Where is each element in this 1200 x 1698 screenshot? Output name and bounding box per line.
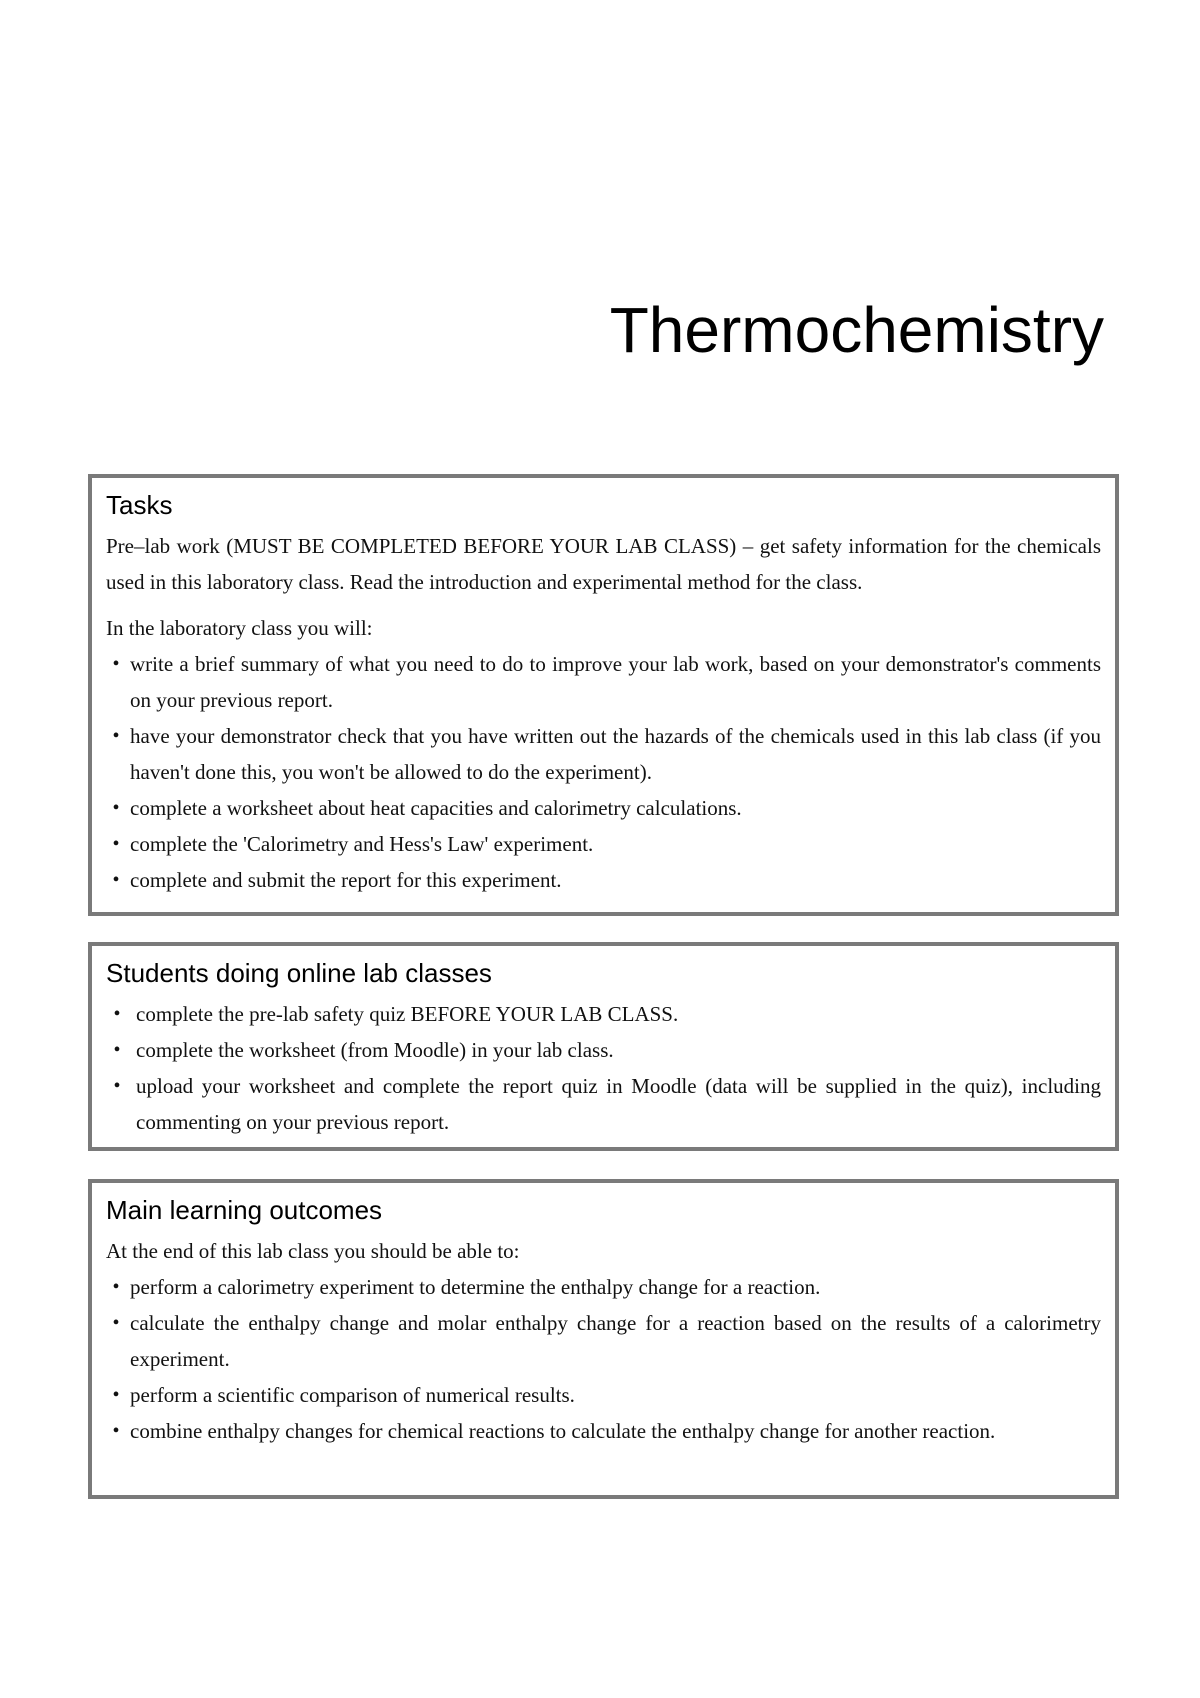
tasks-box <box>88 474 1119 916</box>
list-item <box>106 718 1101 790</box>
outcomes-list <box>106 1269 1101 1449</box>
list-item <box>106 1068 1101 1140</box>
list-item <box>106 1305 1101 1377</box>
online-list <box>106 996 1101 1140</box>
list-item <box>106 1032 1101 1068</box>
bullet-icon: • <box>112 1420 120 1442</box>
list-item-text: complete the worksheet (from Moodle) in your lab class. <box>136 1038 614 1062</box>
tasks-heading: Tasks <box>106 490 173 520</box>
bullet-icon: • <box>112 869 120 891</box>
list-item-text: have your demonstrator check that you have written out the hazards of the chemicals used in this lab class (if you haven't done this, you won't be allowed to do the experiment). <box>130 724 1101 784</box>
list-item-text: complete the 'Calorimetry and Hess's Law' experiment. <box>130 832 594 856</box>
list-item <box>106 1269 1101 1305</box>
bullet-icon: • <box>113 1039 121 1061</box>
learning-outcomes-box <box>88 1179 1119 1499</box>
list-item-text: upload your worksheet and complete the report quiz in Moodle (data will be supplied in the quiz), including commenting on your previous report. <box>136 1074 1101 1134</box>
list-item <box>106 826 1101 862</box>
prelab-paragraph: Pre–lab work (MUST BE COMPLETED BEFORE YOUR LAB CLASS) – get safety information for the chemicals used in this laboratory class. Read the introduction and experimental method for the class. <box>106 534 1101 594</box>
list-item-text: combine enthalpy changes for chemical reactions to calculate the enthalpy change for another reaction. <box>130 1419 996 1443</box>
outcomes-intro: At the end of this lab class you should be able to: <box>106 1239 520 1263</box>
bullet-icon: • <box>112 797 120 819</box>
list-item <box>106 790 1101 826</box>
tasks-list <box>106 646 1101 898</box>
bullet-icon: • <box>113 1075 121 1097</box>
bullet-icon: • <box>112 1384 120 1406</box>
page-title: Thermochemistry <box>609 294 1104 366</box>
tasks-intro: In the laboratory class you will: <box>106 616 373 640</box>
bullet-icon: • <box>112 1312 120 1334</box>
list-item <box>106 1413 1101 1449</box>
outcomes-heading: Main learning outcomes <box>106 1195 383 1225</box>
list-item <box>106 862 1101 898</box>
online-heading: Students doing online lab classes <box>106 958 492 988</box>
list-item <box>106 646 1101 718</box>
list-item <box>106 1377 1101 1413</box>
list-item-text: perform a calorimetry experiment to determine the enthalpy change for a reaction. <box>130 1275 821 1299</box>
bullet-icon: • <box>112 653 120 675</box>
bullet-icon: • <box>112 1276 120 1298</box>
online-classes-box <box>88 942 1119 1151</box>
bullet-icon: • <box>113 1003 121 1025</box>
list-item-text: complete a worksheet about heat capacities and calorimetry calculations. <box>130 796 742 820</box>
bullet-icon: • <box>112 833 120 855</box>
list-item <box>106 996 1101 1032</box>
list-item-text: calculate the enthalpy change and molar enthalpy change for a reaction based on the results of a calorimetry experiment. <box>130 1311 1101 1371</box>
list-item-text: complete and submit the report for this experiment. <box>130 868 562 892</box>
list-item-text: complete the pre-lab safety quiz BEFORE YOUR LAB CLASS. <box>136 1002 679 1026</box>
list-item-text: write a brief summary of what you need to do to improve your lab work, based on your demonstrator's comments on your previous report. <box>130 652 1101 712</box>
list-item-text: perform a scientific comparison of numerical results. <box>130 1383 575 1407</box>
bullet-icon: • <box>112 725 120 747</box>
